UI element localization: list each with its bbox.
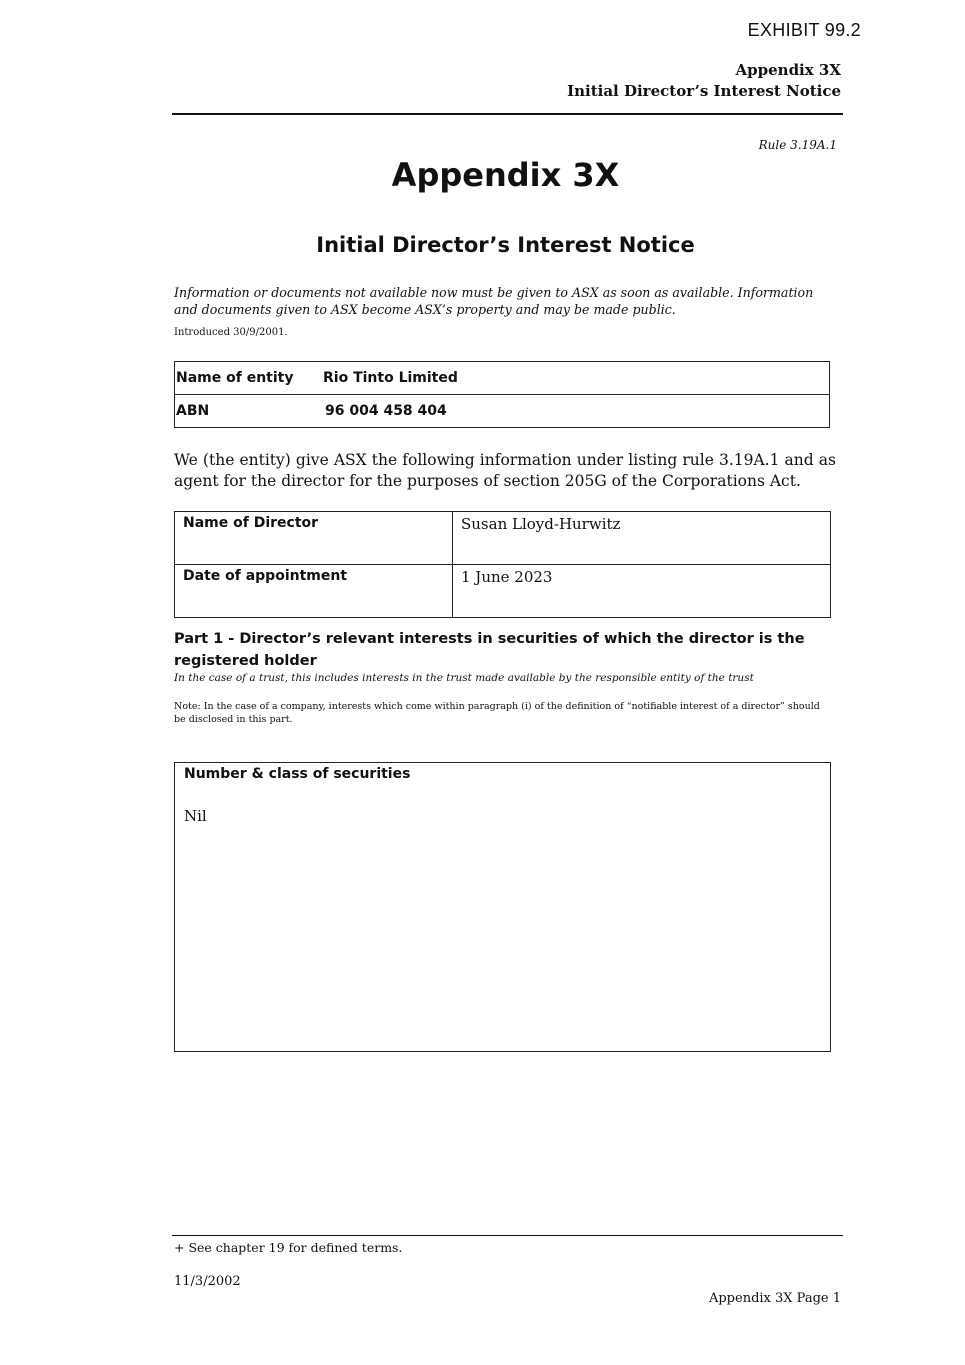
header-subtitle: Initial Director’s Interest Notice [567,82,841,100]
introduced-date: Introduced 30/9/2001. [174,327,288,338]
entity-table [174,361,830,428]
footer-date: 11/3/2002 [174,1274,241,1289]
entity-abn-value: 96 004 458 404 [323,395,830,428]
entity-abn-row [175,395,830,428]
statement-text: We (the entity) give ASX the following information under listing rule 3.19A.1 and as agent for the director for the purposes of section 205G of the Corporations Act. [174,451,836,490]
entity-name-value: Rio Tinto Limited [323,362,830,395]
info-text: Information or documents not available now must be given to ASX as soon as available. Information and documents given to ASX become ASX’s property and may be made public. [174,285,814,317]
rule-reference: Rule 3.19A.1 [758,138,837,152]
director-name-value: Susan Lloyd-Hurwitz [453,512,831,565]
document-title: Appendix 3X [391,156,620,194]
securities-box [174,762,831,1052]
appointment-date-row [175,565,831,618]
securities-value: Nil [184,807,207,825]
entity-abn-label: ABN [175,395,324,428]
footer-page-number: Appendix 3X Page 1 [708,1291,841,1306]
header-title: Appendix 3X [735,61,841,79]
entity-name-row [175,362,830,395]
exhibit-label: EXHIBIT 99.2 [747,20,861,40]
securities-label: Number & class of securities [184,766,411,782]
appointment-date-label: Date of appointment [175,565,453,618]
document-subtitle: Initial Director’s Interest Notice [316,233,695,257]
part1-note: Note: In the case of a company, interests which come within paragraph (i) of the definition of “notifiable interest of a director” should be disclosed in this part. [174,701,820,725]
part1-subheading: In the case of a trust, this includes interests in the trust made available by the responsible entity of the trust [174,672,754,684]
part1-heading: Part 1 - Director’s relevant interests in securities of which the director is the registered holder [174,631,805,669]
appointment-date-value: 1 June 2023 [453,565,831,618]
footer-terms: + See chapter 19 for defined terms. [174,1240,403,1255]
entity-name-label: Name of entity [175,362,324,395]
director-name-label: Name of Director [175,512,453,565]
footer-divider [172,1235,843,1236]
director-table [174,511,831,618]
director-name-row [175,512,831,565]
header-divider [172,113,843,115]
